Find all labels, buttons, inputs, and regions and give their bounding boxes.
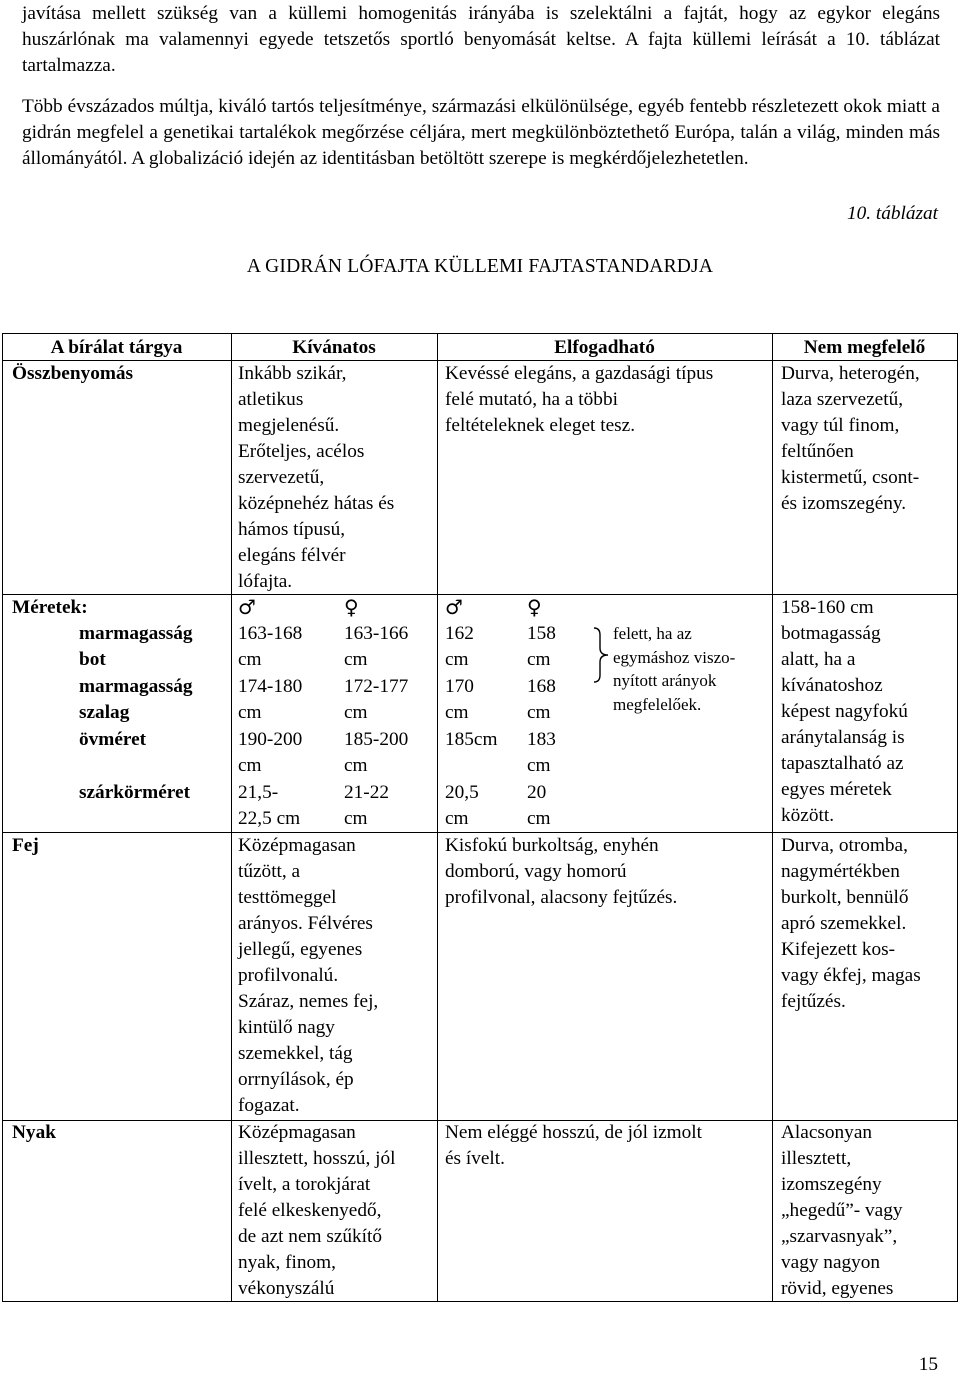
- measure-name-girth: övméret: [79, 729, 147, 750]
- measure-acceptable-female: 168 cm: [527, 676, 556, 723]
- header-subject: A bírálat tárgya: [50, 337, 183, 358]
- header-desired: Kívánatos: [292, 337, 376, 358]
- measure-name-cannon: szárkörméret: [79, 782, 190, 803]
- measure-desired-female: 172-177 cm: [344, 676, 409, 723]
- col-divider-2: [437, 333, 438, 1302]
- measure-acceptable-male: 170 cm: [445, 676, 474, 723]
- overall-desired: Inkább szikár, atletikus megjelenésű. Erőteljes, acélos szervezetű, középnehéz hátas és hámos típusú, elegáns félvér lófajta.: [238, 363, 395, 592]
- head-desired: Középmagasan tűzött, a testtömeggel arányos. Félvéres jellegű, egyenes profilvonalú. Száraz, nemes fej, kintülő nagy szemekkel, tág orrnyílások, ép fogazat.: [238, 835, 379, 1116]
- measure-desired-female: 163-166 cm: [344, 623, 409, 670]
- row-label-head: Fej: [12, 835, 39, 856]
- row-label-neck: Nyak: [12, 1122, 56, 1143]
- measure-acceptable-female: 183 cm: [527, 729, 556, 776]
- measure-desired-male: 174-180 cm: [238, 676, 303, 723]
- table-title: A GIDRÁN LÓFAJTA KÜLLEMI FAJTASTANDARDJA: [246, 256, 714, 277]
- measure-desired-male: 21,5- 22,5 cm: [238, 782, 301, 829]
- measure-acceptable-female: 20 cm: [527, 782, 551, 829]
- measure-acceptable-male: 20,5 cm: [445, 782, 479, 829]
- male-icon: ♂: [238, 595, 256, 619]
- measure-acceptable-female: 158 cm: [527, 623, 556, 670]
- measure-unsuitable: 158-160 cm botmagasság alatt, ha a kívánatoshoz képest nagyfokú aránytalanság is tapasztalható az egyes méretek között.: [781, 597, 908, 826]
- measure-desired-male: 163-168 cm: [238, 623, 303, 670]
- measure-desired-male: 190-200 cm: [238, 729, 303, 776]
- left-border: [2, 333, 3, 1302]
- table-caption: 10. táblázat: [846, 203, 938, 224]
- col-divider-3: [772, 333, 773, 1302]
- measure-acceptable-male: 185cm: [445, 729, 498, 750]
- measure-acceptable-male: 162 cm: [445, 623, 474, 670]
- intro-paragraph-2: Több évszázados múltja, kiváló tartós teljesítménye, származási elkülönülsége, egyéb fentebb részletezett okok miatt a gidrán megfelel a genetikai tartalékok megőrzése céljára, mert megkülönböztethető Európa, talán a világ, minden más állományától. A globalizáció idején az identitásban betöltött szerepe is megkérdőjelezhetetlen.: [22, 96, 940, 169]
- female-icon: ♀: [344, 595, 359, 619]
- row-label-measurements: Méretek:: [12, 597, 88, 618]
- female-icon: ♀: [527, 595, 542, 619]
- col-divider-1: [231, 333, 232, 1302]
- male-icon: ♂: [445, 595, 463, 619]
- header-unsuitable: Nem megfelelő: [803, 337, 926, 358]
- overall-acceptable: Kevéssé elegáns, a gazdasági típus felé mutató, ha a többi feltételeknek eleget tesz.: [445, 363, 714, 436]
- measure-acceptable-note: felett, ha az egymáshoz viszo- nyított arányok megfelelőek.: [613, 624, 736, 714]
- measure-desired-female: 185-200 cm: [344, 729, 409, 776]
- head-unsuitable: Durva, otromba, nagymértékben burkolt, bennülő apró szemekkel. Kifejezett kos- vagy ékfej, magas fejtűzés.: [781, 835, 921, 1012]
- table-top-border: [2, 333, 958, 334]
- measure-name-withers-tape: marmagasság szalag: [79, 676, 193, 723]
- neck-acceptable: Nem eléggé hosszú, de jól izmolt és ívelt.: [445, 1122, 703, 1169]
- header-acceptable: Elfogadható: [554, 337, 655, 358]
- page-number: 15: [918, 1354, 938, 1375]
- overall-unsuitable: Durva, heterogén, laza szervezetű, vagy túl finom, feltűnően kistermetű, csont- és izomszegény.: [781, 363, 920, 514]
- neck-unsuitable: Alacsonyan illesztett, izomszegény „hegedű”- vagy „szarvasnyak”, vagy nagyon rövid, egyenes: [781, 1122, 903, 1299]
- measure-desired-female: 21-22 cm: [344, 782, 389, 829]
- measure-name-withers-stick: marmagasság bot: [79, 623, 193, 670]
- head-acceptable: Kisfokú burkoltság, enyhén domború, vagy homorú profilvonal, alacsony fejtűzés.: [445, 835, 678, 908]
- curly-brace-icon: [590, 626, 612, 684]
- neck-desired: Középmagasan illesztett, hosszú, jól ívelt, a torokjárat felé elkeskenyedő, de azt nem szűkítő nyak, finom, vékonyszálú: [238, 1122, 396, 1299]
- row-label-overall: Összbenyomás: [12, 363, 134, 384]
- intro-paragraph-1: javítása mellett szükség van a küllemi homogenitás irányába is szelektálni a fajtát, hogy az egykor elegáns huszárlónak ma valamennyi egyede tetszetős sportló benyomását keltse. A fajta küllemi leírását a 10. táblázat tartalmazza.: [22, 3, 940, 76]
- right-border: [957, 333, 958, 1302]
